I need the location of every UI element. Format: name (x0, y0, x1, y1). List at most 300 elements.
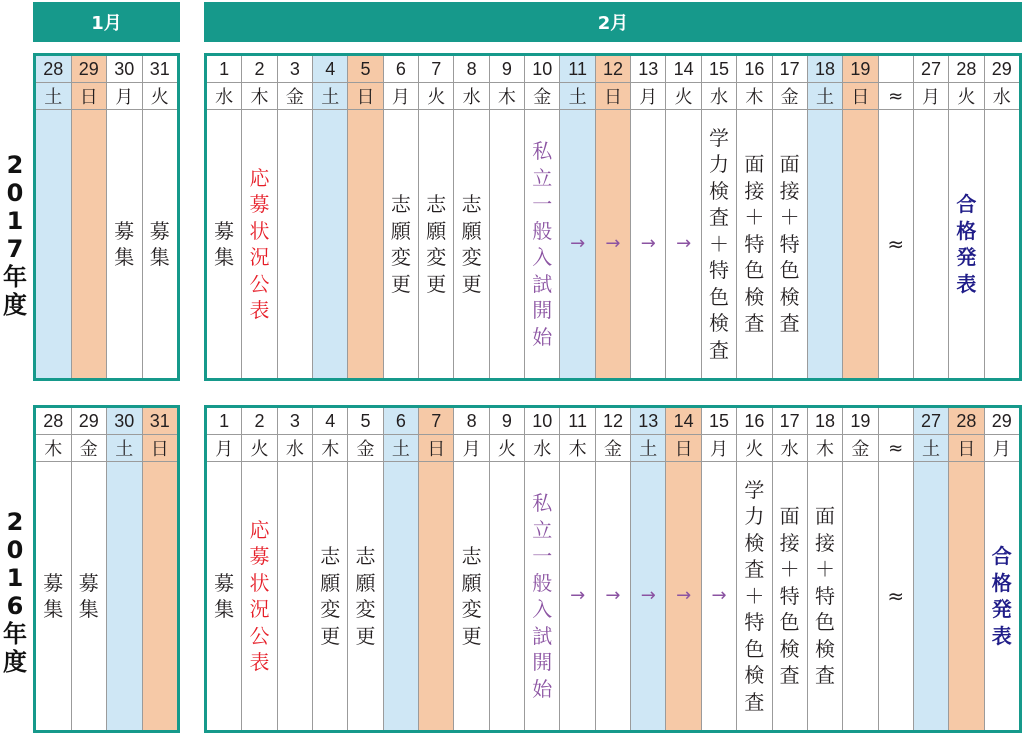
date-number: 14 (666, 56, 700, 83)
character: 志 (355, 544, 376, 568)
saturday-column (630, 408, 665, 730)
weekday-label: 木 (242, 83, 276, 110)
weekday-column (665, 56, 700, 378)
weekday-label: 日 (72, 83, 107, 110)
character: 検 (779, 636, 800, 661)
character: 集 (214, 597, 235, 621)
weekday-column (418, 56, 453, 378)
character: 2 (6, 151, 24, 179)
weekday-column (948, 56, 983, 378)
date-number: 28 (36, 408, 71, 435)
calendar-january-block (33, 405, 180, 733)
date-number: 11 (560, 408, 594, 435)
character: 志 (461, 544, 482, 568)
character: 入 (532, 597, 553, 621)
character: 面 (815, 504, 836, 529)
saturday-column (383, 408, 418, 730)
gap-symbol: ≈ (879, 83, 913, 110)
character: 接 (779, 178, 800, 203)
character: 集 (43, 597, 64, 621)
date-number: 3 (278, 408, 312, 435)
weekday-label: 土 (384, 435, 418, 462)
character: 特 (744, 231, 765, 256)
saturday-column (559, 56, 594, 378)
schedule-cell (773, 462, 807, 730)
character: 色 (779, 610, 800, 635)
arrow-right-icon (596, 583, 630, 610)
weekday-label: 日 (419, 435, 453, 462)
character: 募 (214, 218, 235, 243)
date-number: 10 (525, 56, 559, 83)
arrow-right-icon (702, 583, 736, 610)
character: 集 (78, 597, 99, 621)
sunday-column (665, 408, 700, 730)
character: 検 (744, 284, 765, 309)
weekday-label: 土 (808, 83, 842, 110)
date-number: 13 (631, 56, 665, 83)
character: 更 (390, 271, 411, 296)
date-number: 3 (278, 56, 312, 83)
schedule-cell (525, 110, 559, 378)
weekday-label: 日 (843, 83, 877, 110)
date-number: 27 (914, 56, 948, 83)
date-number: 7 (419, 56, 453, 83)
schedule-cell (985, 462, 1019, 730)
character: 検 (815, 636, 836, 661)
weekday-column (984, 56, 1019, 378)
weekday-column (524, 408, 559, 730)
sunday-column (948, 408, 983, 730)
schedule-event (107, 218, 142, 271)
arrow-right-icon (596, 231, 630, 258)
character: 更 (426, 271, 447, 296)
schedule-cell (737, 110, 771, 378)
character: 募 (249, 544, 270, 568)
schedule-cell (107, 462, 142, 730)
schedule-cell (808, 110, 842, 378)
month-header-label: 1月 (91, 13, 122, 34)
schedule-event (454, 191, 488, 297)
weekday-label: 火 (242, 435, 276, 462)
saturday-column (913, 408, 948, 730)
schedule-cell (914, 110, 948, 378)
weekday-column (489, 56, 524, 378)
schedule-cell (278, 462, 312, 730)
schedule-event (36, 570, 71, 623)
gap-symbol (879, 583, 913, 610)
schedule-cell (843, 462, 877, 730)
character: ＋ (744, 205, 765, 230)
date-number: 28 (36, 56, 71, 83)
date-number: 14 (666, 408, 700, 435)
date-number: 19 (843, 56, 877, 83)
schedule-event (313, 543, 347, 649)
weekday-column (984, 408, 1019, 730)
date-number: 1 (207, 56, 241, 83)
saturday-column (36, 56, 71, 378)
schedule-cell (454, 110, 488, 378)
character: 1 (6, 564, 24, 592)
weekday-label: 土 (631, 435, 665, 462)
weekday-column (36, 408, 71, 730)
character: 願 (461, 218, 482, 243)
schedule-cell (242, 462, 276, 730)
schedule-event (419, 191, 453, 297)
schedule-event (808, 503, 842, 689)
schedule-cell (207, 462, 241, 730)
character: 況 (249, 245, 270, 269)
character: 立 (532, 165, 553, 190)
date-number: 4 (313, 408, 347, 435)
schedule-cell (454, 462, 488, 730)
schedule-cell (773, 110, 807, 378)
character: 願 (390, 218, 411, 243)
weekday-label: 水 (278, 435, 312, 462)
calendar-february-block (204, 53, 1022, 381)
character: 願 (461, 570, 482, 595)
date-number: 27 (914, 408, 948, 435)
schedule-event (737, 477, 771, 716)
character: → (640, 232, 656, 254)
character: 始 (532, 676, 553, 701)
schedule-event (702, 125, 736, 364)
weekday-label: 金 (596, 435, 630, 462)
character: 査 (779, 663, 800, 688)
character: 格 (956, 218, 977, 243)
character: → (711, 584, 727, 606)
weekday-label: 水 (454, 83, 488, 110)
character: 志 (426, 192, 447, 216)
month-header-january (33, 2, 180, 42)
date-number: 6 (384, 408, 418, 435)
weekday-column (453, 408, 488, 730)
weekday-label: 火 (949, 83, 983, 110)
weekday-label: 日 (949, 435, 983, 462)
character: 表 (991, 623, 1012, 648)
schedule-event (773, 503, 807, 689)
weekday-label: 火 (490, 435, 524, 462)
schedule-cell (808, 462, 842, 730)
weekday-column (71, 408, 107, 730)
schedule-cell (702, 110, 736, 378)
weekday-label: 金 (348, 435, 382, 462)
character: 志 (320, 544, 341, 568)
character: 力 (708, 152, 729, 177)
schedule-cell (596, 110, 630, 378)
schedule-event (525, 490, 559, 702)
date-number: 28 (949, 56, 983, 83)
character: 色 (708, 284, 729, 309)
schedule-cell (631, 462, 665, 730)
year-label (1, 508, 29, 676)
weekday-label: 木 (490, 83, 524, 110)
character: 状 (249, 218, 270, 243)
weekday-label: 日 (348, 83, 382, 110)
schedule-cell (737, 462, 771, 730)
weekday-column (736, 408, 771, 730)
weekday-label: 土 (313, 83, 347, 110)
arrow-right-icon (666, 583, 700, 610)
character: 0 (6, 179, 24, 207)
character: → (676, 232, 692, 254)
character: 面 (779, 504, 800, 529)
weekday-column (630, 56, 665, 378)
date-number: 13 (631, 408, 665, 435)
schedule-cell (143, 462, 178, 730)
character: 集 (214, 245, 235, 269)
date-number: 17 (773, 408, 807, 435)
weekday-label: 火 (666, 83, 700, 110)
character: 特 (815, 583, 836, 608)
character: 願 (426, 218, 447, 243)
date-number: 30 (107, 56, 142, 83)
weekday-column (241, 56, 276, 378)
character: 況 (249, 597, 270, 621)
character: 年 (3, 620, 27, 648)
character: 6 (6, 592, 24, 620)
character: 変 (320, 597, 341, 621)
character: → (676, 584, 692, 606)
date-number: 5 (348, 56, 382, 83)
arrow-right-icon (560, 231, 594, 258)
weekday-label: 土 (36, 83, 71, 110)
weekday-label: 金 (773, 83, 807, 110)
weekday-label: 月 (454, 435, 488, 462)
character: 一 (532, 192, 553, 216)
character: 査 (779, 311, 800, 336)
weekday-label: 火 (419, 83, 453, 110)
character: 面 (779, 152, 800, 177)
schedule-cell (490, 110, 524, 378)
weekday-column (207, 408, 241, 730)
date-number: 29 (985, 408, 1019, 435)
character: 検 (744, 663, 765, 688)
weekday-column (241, 408, 276, 730)
weekday-column (807, 408, 842, 730)
character: 査 (708, 337, 729, 362)
schedule-cell (985, 110, 1019, 378)
schedule-event (207, 218, 241, 271)
date-number (879, 56, 913, 83)
weekday-label: 水 (702, 83, 736, 110)
weekday-label: 木 (808, 435, 842, 462)
gap-symbol: ≈ (879, 435, 913, 462)
weekday-column (312, 408, 347, 730)
character: → (605, 584, 621, 606)
character: 学 (744, 477, 765, 502)
weekday-column (142, 56, 178, 378)
sunday-column (142, 408, 178, 730)
date-number: 9 (490, 56, 524, 83)
schedule-event (985, 543, 1019, 649)
date-number: 2 (242, 56, 276, 83)
character: 力 (744, 504, 765, 529)
character: 募 (78, 570, 99, 595)
weekday-column (106, 56, 142, 378)
character: 特 (779, 583, 800, 608)
character: 色 (779, 258, 800, 283)
month-header-label: 2月 (597, 13, 629, 34)
weekday-label: 土 (107, 435, 142, 462)
character: 願 (320, 570, 341, 595)
schedule-cell (313, 462, 347, 730)
character: 志 (461, 192, 482, 216)
schedule-cell (384, 110, 418, 378)
character: 開 (532, 650, 553, 674)
schedule-cell (348, 110, 382, 378)
schedule-event (773, 151, 807, 337)
character: 特 (708, 258, 729, 283)
character: 変 (355, 597, 376, 621)
date-number: 29 (985, 56, 1019, 83)
weekday-column (701, 56, 736, 378)
gap-column (878, 56, 913, 378)
weekday-label: 金 (525, 83, 559, 110)
weekday-label: 日 (666, 435, 700, 462)
character: 変 (461, 597, 482, 621)
character: 接 (779, 530, 800, 555)
character: 募 (114, 218, 135, 243)
schedule-cell (914, 462, 948, 730)
weekday-column (347, 408, 382, 730)
year-label (1, 151, 29, 319)
weekday-label: 月 (631, 83, 665, 110)
calendar-january-block (33, 53, 180, 381)
character: 変 (461, 245, 482, 269)
weekday-column (842, 408, 877, 730)
schedule-cell (242, 110, 276, 378)
sunday-column (842, 56, 877, 378)
character: 変 (426, 245, 447, 269)
date-number: 18 (808, 56, 842, 83)
schedule-event (242, 165, 276, 324)
date-number: 9 (490, 408, 524, 435)
schedule-cell (666, 462, 700, 730)
weekday-column (701, 408, 736, 730)
character: ＋ (708, 231, 729, 256)
schedule-cell (879, 110, 913, 378)
weekday-label: 水 (773, 435, 807, 462)
schedule-event (143, 218, 178, 271)
character: 状 (249, 570, 270, 595)
date-number: 10 (525, 408, 559, 435)
date-number: 1 (207, 408, 241, 435)
character: 面 (744, 152, 765, 177)
character: 募 (149, 218, 170, 243)
character: 公 (249, 623, 270, 648)
character: 7 (6, 235, 24, 263)
character: 年 (3, 263, 27, 291)
weekday-column (772, 56, 807, 378)
character: 私 (532, 491, 553, 515)
character: 特 (779, 231, 800, 256)
weekday-label: 火 (737, 435, 771, 462)
date-number: 31 (143, 408, 178, 435)
sunday-column (418, 408, 453, 730)
character: 学 (708, 125, 729, 150)
schedule-cell (419, 462, 453, 730)
date-number: 4 (313, 56, 347, 83)
character: 更 (320, 623, 341, 648)
date-number: 31 (143, 56, 178, 83)
date-number: 16 (737, 408, 771, 435)
schedule-cell (36, 110, 71, 378)
date-number: 12 (596, 56, 630, 83)
character: 色 (744, 636, 765, 661)
schedule-event (242, 517, 276, 676)
date-number: 6 (384, 56, 418, 83)
date-number: 29 (72, 56, 107, 83)
weekday-column (524, 56, 559, 378)
character: 合 (991, 544, 1012, 568)
weekday-label: 金 (843, 435, 877, 462)
character: 検 (708, 178, 729, 203)
character: 表 (956, 271, 977, 296)
character: 表 (249, 298, 270, 322)
character: 募 (249, 192, 270, 216)
schedule-cell (278, 110, 312, 378)
date-number: 7 (419, 408, 453, 435)
character: 度 (3, 291, 27, 319)
character: → (605, 232, 621, 254)
schedule-cell (419, 110, 453, 378)
weekday-label: 土 (914, 435, 948, 462)
date-number: 12 (596, 408, 630, 435)
character: 募 (214, 570, 235, 595)
character: 開 (532, 298, 553, 322)
weekday-column (489, 408, 524, 730)
character: → (640, 584, 656, 606)
character: 募 (43, 570, 64, 595)
sunday-column (71, 56, 107, 378)
character: 査 (708, 205, 729, 230)
weekday-column (453, 56, 488, 378)
schedule-event (72, 570, 107, 623)
weekday-column (595, 408, 630, 730)
weekday-label: 木 (313, 435, 347, 462)
schedule-cell (560, 462, 594, 730)
gap-symbol (879, 231, 913, 258)
weekday-label: 月 (914, 83, 948, 110)
weekday-label: 日 (143, 435, 178, 462)
schedule-cell (843, 110, 877, 378)
character: ≈ (887, 231, 905, 256)
schedule-cell (879, 462, 913, 730)
character: 接 (815, 530, 836, 555)
schedule-event (454, 543, 488, 649)
weekday-label: 金 (278, 83, 312, 110)
weekday-column (736, 56, 771, 378)
weekday-label: 月 (107, 83, 142, 110)
schedule-cell (72, 110, 107, 378)
date-number: 19 (843, 408, 877, 435)
character: 2 (6, 508, 24, 536)
schedule-event (737, 151, 771, 337)
weekday-label: 火 (143, 83, 178, 110)
character: 更 (461, 271, 482, 296)
arrow-right-icon (560, 583, 594, 610)
schedule-cell (525, 462, 559, 730)
character: 合 (956, 192, 977, 216)
character: 一 (532, 544, 553, 568)
character: ＋ (815, 557, 836, 582)
weekday-label: 土 (560, 83, 594, 110)
weekday-column (383, 56, 418, 378)
date-number: 8 (454, 408, 488, 435)
weekday-column (913, 56, 948, 378)
schedule-cell (702, 462, 736, 730)
character: 接 (744, 178, 765, 203)
